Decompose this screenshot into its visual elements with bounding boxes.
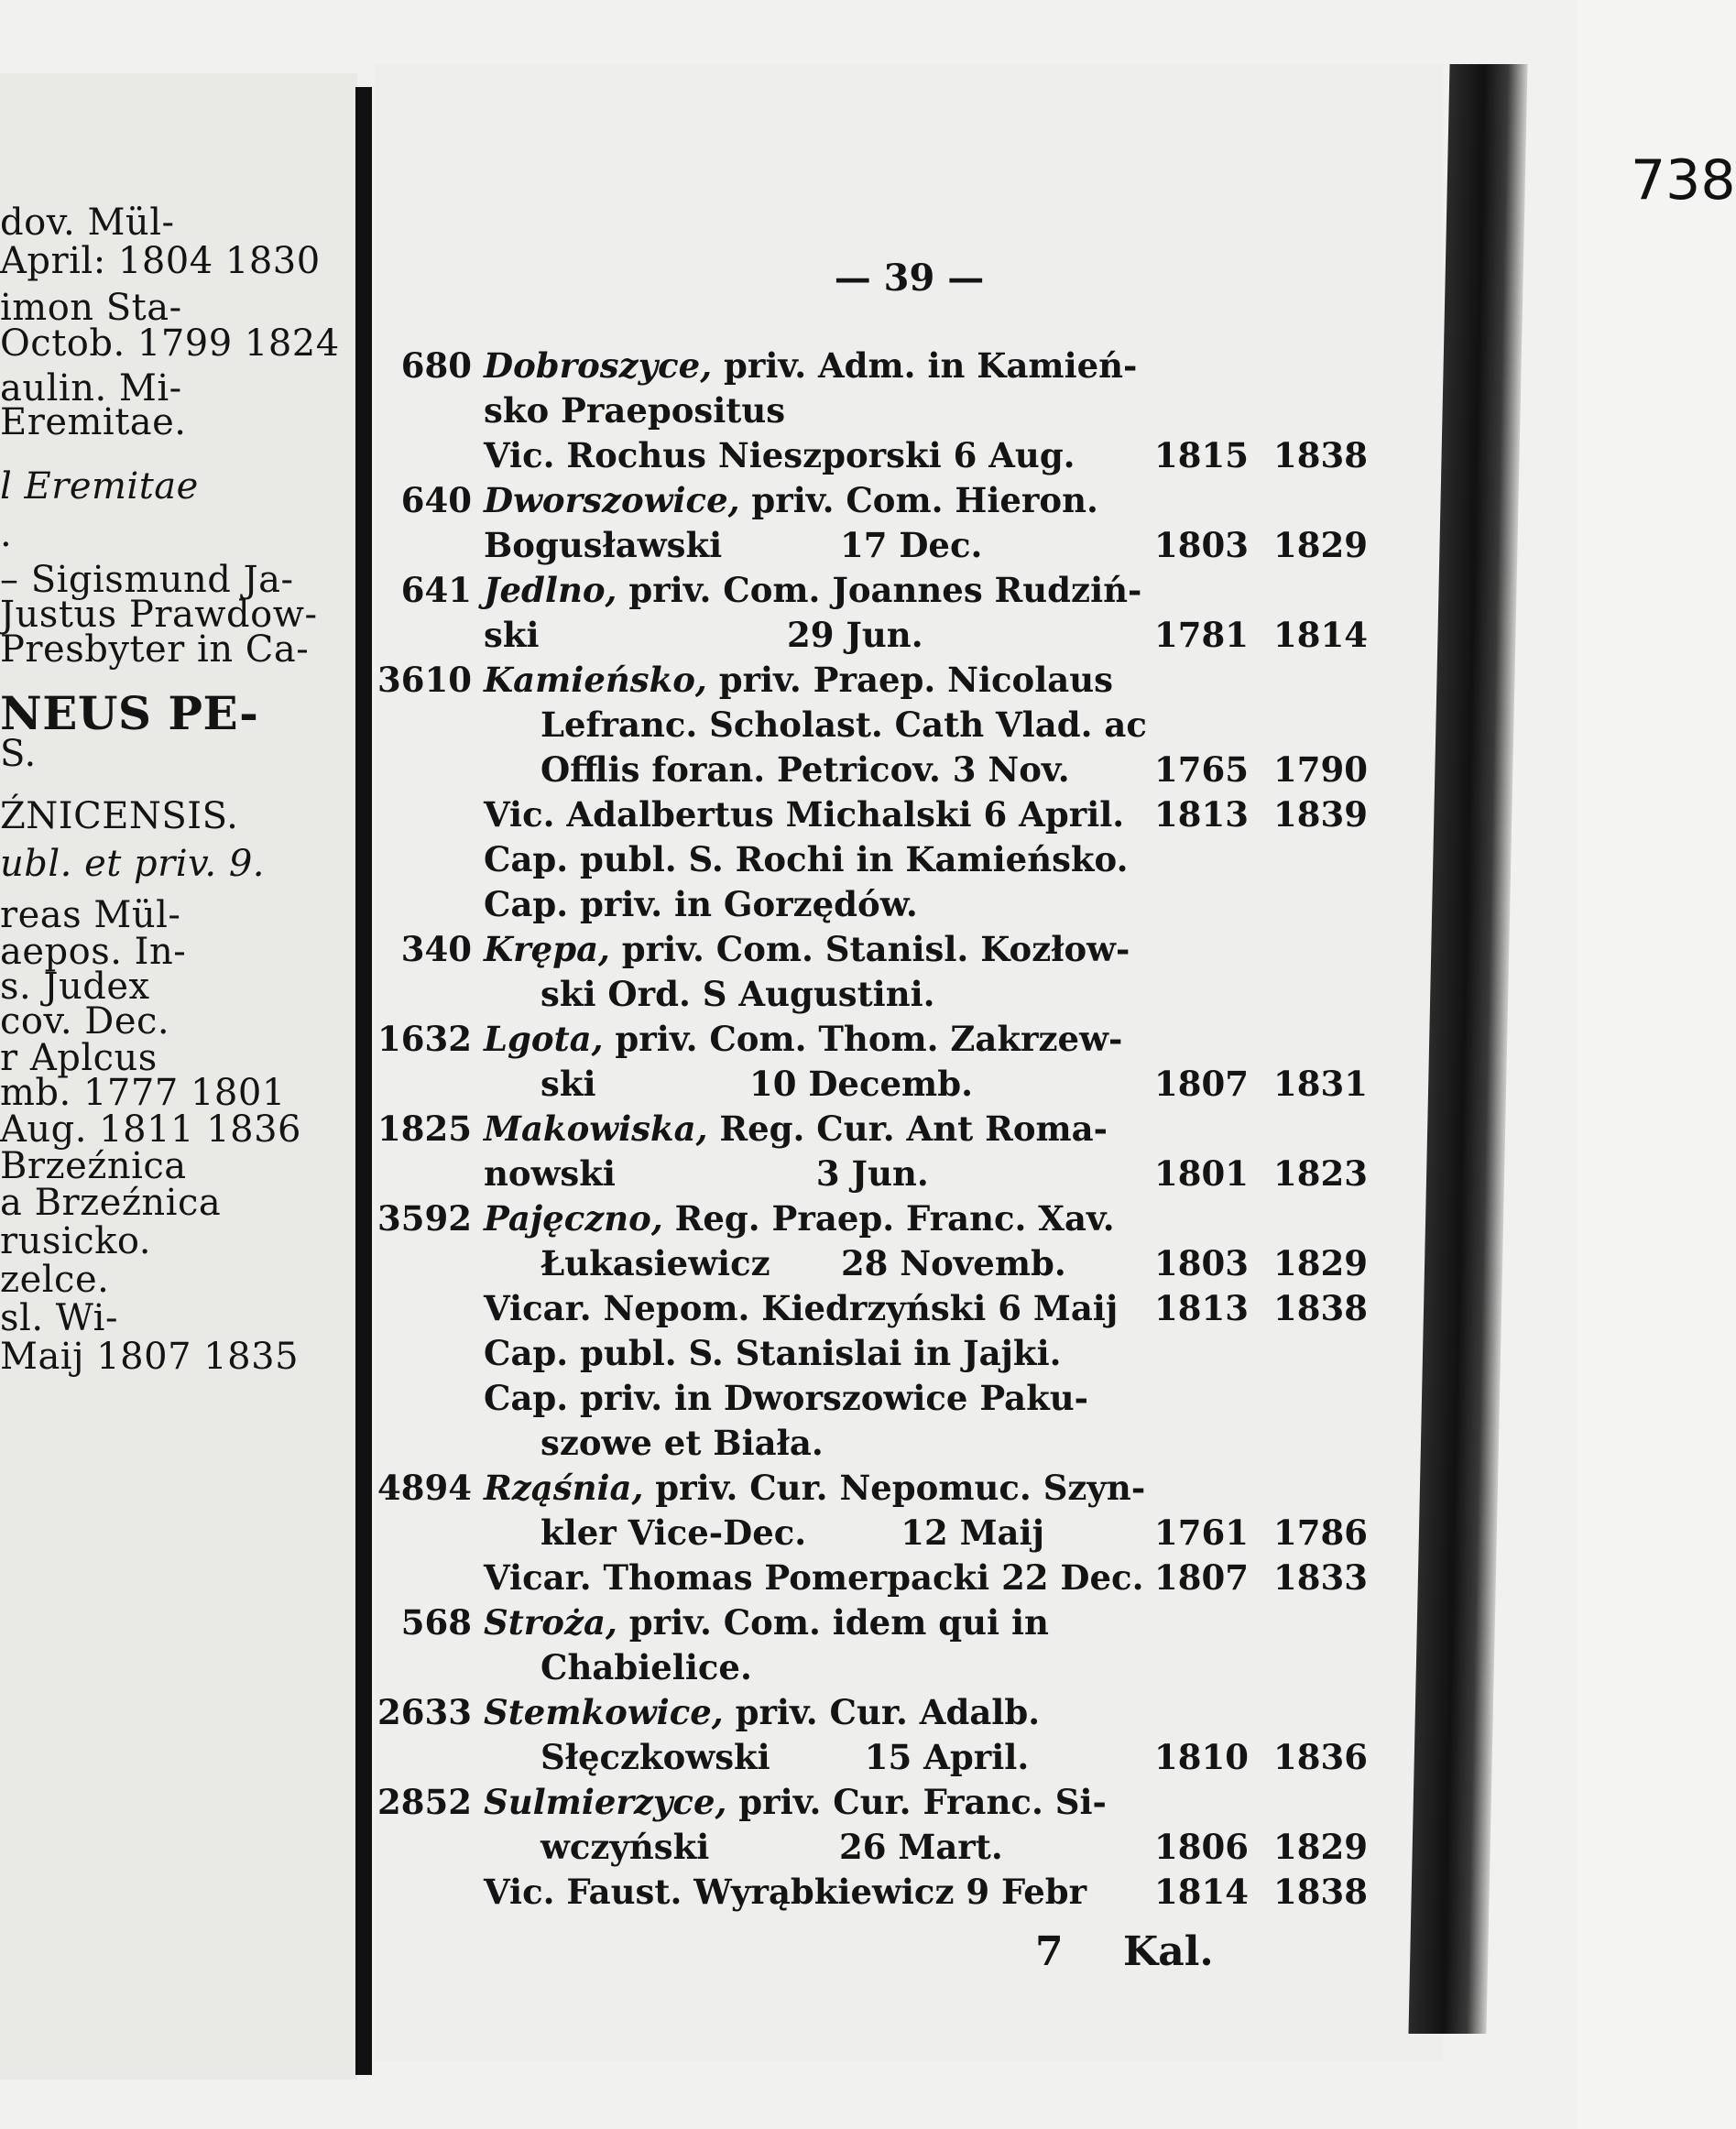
appointment-year: 1838	[1273, 1872, 1368, 1912]
left-page-line: zelce.	[0, 1259, 110, 1301]
entry-text	[484, 433, 1075, 478]
entry-text	[540, 1241, 1066, 1286]
parish-name: Kamieńsko,	[484, 660, 707, 700]
entry-detail: Vic. Rochus Nieszporski 6 Aug.	[484, 435, 1075, 475]
entry-detail: ski Ord. S Augustini.	[540, 974, 935, 1014]
entry-line	[376, 1376, 1443, 1421]
left-page-line: NEUS PE-	[0, 686, 259, 740]
birth-year: 1807	[1154, 1557, 1249, 1598]
entry-text	[484, 658, 1113, 703]
entry-line	[376, 1196, 1443, 1241]
entry-line	[376, 1107, 1443, 1152]
left-page-line: .	[0, 513, 13, 555]
entry-line	[376, 1511, 1443, 1556]
parish-name: Sulmierzyce,	[484, 1782, 727, 1822]
parish-name: Dobroszyce,	[484, 345, 713, 386]
left-page-line: rusicko.	[0, 1220, 151, 1262]
entry-text	[484, 837, 1128, 882]
entry-number: 3592	[377, 1198, 472, 1239]
appointment-year: 1833	[1273, 1557, 1368, 1598]
appointment-year: 1829	[1273, 1827, 1368, 1867]
birth-year: 1801	[1154, 1153, 1249, 1194]
entry-number: 4894	[377, 1468, 472, 1508]
entry-detail: Chabielice.	[540, 1647, 752, 1687]
birth-year: 1803	[1154, 1243, 1249, 1283]
entry-text	[484, 478, 1098, 523]
appointment-year: 1829	[1273, 1243, 1368, 1283]
left-page-line: Brzeźnica	[0, 1145, 187, 1187]
entry-text	[484, 792, 1124, 837]
birth-year: 1815	[1154, 435, 1249, 475]
entry-detail: sko Praepositus	[484, 390, 786, 431]
entry-line	[376, 927, 1443, 972]
entry-text	[484, 1690, 1040, 1735]
entry-number: 568	[400, 1602, 472, 1643]
appointment-year: 1836	[1273, 1737, 1368, 1777]
left-page-line: S.	[0, 733, 37, 775]
entry-detail: Cap. priv. in Dworszowice Paku-	[484, 1378, 1089, 1418]
entry-detail: Łukasiewicz 28 Novemb.	[540, 1243, 1066, 1283]
parish-name: Stemkowice,	[484, 1692, 724, 1732]
entry-text	[540, 1735, 1029, 1780]
entry-text	[540, 1421, 824, 1466]
entry-detail: priv. Cur. Franc. Si-	[726, 1782, 1107, 1822]
entry-detail: nowski 3 Jun.	[484, 1153, 929, 1194]
entry-line	[376, 1241, 1443, 1286]
entry-text	[540, 1511, 1044, 1556]
page-number: — 39 —	[834, 257, 985, 300]
entry-detail: priv. Com. Joannes Rudziń-	[617, 570, 1142, 610]
entry-number: 3610	[377, 660, 472, 700]
entry-number: 2852	[377, 1782, 472, 1822]
entry-line	[376, 1690, 1443, 1735]
entry-number: 2633	[377, 1692, 472, 1732]
entry-number: 640	[400, 480, 472, 520]
left-page-line: l Eremitae	[0, 465, 199, 508]
left-page-line: dov. Mül-	[0, 202, 175, 244]
entry-line	[376, 1466, 1443, 1511]
entry-text	[484, 1870, 1086, 1915]
left-page-line: April: 1804 1830	[0, 240, 321, 282]
entry-detail: Reg. Cur. Ant Roma-	[707, 1108, 1108, 1149]
parish-name: Rząśnia,	[484, 1468, 644, 1508]
entry-line	[376, 1556, 1443, 1600]
entry-text	[484, 1196, 1115, 1241]
appointment-year: 1786	[1273, 1512, 1368, 1553]
entry-number: 1825	[377, 1108, 472, 1149]
left-page-line: Octob. 1799 1824	[0, 322, 340, 365]
entry-line	[376, 1735, 1443, 1780]
left-page-line: Presbyter in Ca-	[0, 628, 310, 671]
parish-name: Krępa,	[484, 929, 610, 969]
entry-detail: Cap. priv. in Gorzędów.	[484, 884, 918, 924]
parish-entries	[376, 344, 1443, 1915]
entry-text	[484, 927, 1130, 972]
left-page-line: r Aplcus	[0, 1037, 158, 1079]
entry-text	[484, 1466, 1145, 1511]
entry-text	[540, 1645, 752, 1690]
entry-line	[376, 1017, 1443, 1062]
entry-line	[376, 837, 1443, 882]
entry-line	[376, 703, 1443, 748]
birth-year: 1803	[1154, 525, 1249, 565]
entry-line	[376, 1870, 1443, 1915]
appointment-year: 1823	[1273, 1153, 1368, 1194]
parish-name: Jedlno,	[484, 570, 617, 610]
birth-year: 1807	[1154, 1064, 1249, 1104]
entry-detail: Vic. Adalbertus Michalski 6 April.	[484, 794, 1125, 835]
appointment-year: 1839	[1273, 794, 1368, 835]
entry-text	[484, 568, 1141, 613]
entry-number: 1632	[377, 1019, 472, 1059]
entry-number: 641	[400, 570, 472, 610]
entry-text	[484, 1600, 1049, 1645]
appointment-year: 1838	[1273, 1288, 1368, 1328]
entry-text	[484, 1556, 1143, 1600]
entry-line	[376, 433, 1443, 478]
entry-detail: Lefranc. Scholast. Cath Vlad. ac	[540, 704, 1147, 745]
parish-name: Dworszowice,	[484, 480, 740, 520]
entry-text	[540, 1062, 973, 1107]
entry-line	[376, 1825, 1443, 1870]
entry-text	[540, 972, 935, 1017]
entry-line	[376, 972, 1443, 1017]
left-page-line: a Brzeźnica	[0, 1182, 222, 1224]
entry-detail: priv. Com. Stanisl. Kozłow-	[609, 929, 1130, 969]
entry-text	[484, 882, 918, 927]
entry-line	[376, 613, 1443, 658]
entry-detail: Cap. publ. S. Rochi in Kamieńsko.	[484, 839, 1129, 879]
entry-line	[376, 748, 1443, 792]
entry-line	[376, 1645, 1443, 1690]
birth-year: 1781	[1154, 615, 1249, 655]
catchword: Kal.	[1122, 1928, 1214, 1975]
entry-line	[376, 658, 1443, 703]
page-gutter	[355, 87, 372, 2075]
entry-line	[376, 792, 1443, 837]
entry-detail: kler Vice-Dec. 12 Maij	[540, 1512, 1044, 1553]
entry-detail: Vicar. Nepom. Kiedrzyński 6 Maij	[484, 1288, 1119, 1328]
birth-year: 1806	[1154, 1827, 1249, 1867]
entry-text	[484, 1376, 1088, 1421]
entry-detail: Reg. Praep. Franc. Xav.	[662, 1198, 1115, 1239]
appointment-year: 1838	[1273, 435, 1368, 475]
left-page-line: s. Judex	[0, 966, 150, 1008]
appointment-year: 1829	[1273, 525, 1368, 565]
parish-name: Lgota,	[484, 1019, 604, 1059]
entry-text	[484, 388, 785, 433]
left-page-line: mb. 1777 1801	[0, 1072, 286, 1114]
entry-detail: wczyński 26 Mart.	[540, 1827, 1003, 1867]
left-page-line: Aug. 1811 1836	[0, 1108, 301, 1151]
appointment-year: 1814	[1273, 615, 1368, 655]
entry-text	[540, 703, 1147, 748]
entry-detail: Cap. publ. S. Stanislai in Jajki.	[484, 1333, 1062, 1373]
entry-detail: Vicar. Thomas Pomerpacki 22 Dec.	[484, 1557, 1144, 1598]
entry-detail: priv. Praep. Nicolaus	[706, 660, 1113, 700]
left-page-line: sl. Wi-	[0, 1297, 118, 1339]
birth-year: 1814	[1154, 1872, 1249, 1912]
entry-detail: priv. Com. Thom. Zakrzew-	[603, 1019, 1123, 1059]
handwritten-folio-number: 738	[1631, 148, 1736, 213]
parish-name: Makowiska,	[484, 1108, 708, 1149]
left-page-fragment	[0, 73, 357, 2080]
entry-text	[540, 748, 1070, 792]
left-page-line: – Sigismund Ja-	[0, 559, 294, 601]
entry-detail: Offlis foran. Petricov. 3 Nov.	[540, 749, 1070, 790]
entry-line	[376, 1286, 1443, 1331]
left-page-line: Maij 1807 1835	[0, 1336, 300, 1378]
entry-line	[376, 568, 1443, 613]
entry-text	[484, 613, 923, 658]
entry-line	[376, 523, 1443, 568]
entry-detail: priv. Com. idem qui in	[617, 1602, 1049, 1643]
entry-text	[484, 344, 1137, 388]
left-page-line: ubl. et priv. 9.	[0, 843, 266, 885]
entry-line	[376, 1062, 1443, 1107]
parish-name: Stroża,	[484, 1602, 617, 1643]
entry-number: 340	[400, 929, 472, 969]
entry-line	[376, 1600, 1443, 1645]
entry-line	[376, 1331, 1443, 1376]
appointment-year: 1790	[1273, 749, 1368, 790]
entry-detail: priv. Cur. Adalb.	[723, 1692, 1041, 1732]
entry-text	[484, 1107, 1108, 1152]
entry-text	[540, 1825, 1003, 1870]
page-footer	[1035, 1928, 1260, 1975]
birth-year: 1810	[1154, 1737, 1249, 1777]
entry-detail: priv. Adm. in Kamień-	[712, 345, 1138, 386]
left-page-line: Eremitae.	[0, 401, 187, 443]
entry-text	[484, 523, 982, 568]
entry-text	[484, 1017, 1122, 1062]
entry-line	[376, 882, 1443, 927]
entry-line	[376, 388, 1443, 433]
birth-year: 1761	[1154, 1512, 1249, 1553]
entry-line	[376, 1152, 1443, 1196]
entry-detail: ski 10 Decemb.	[540, 1064, 973, 1104]
signature-mark: 7	[1035, 1928, 1064, 1975]
left-page-line: cov. Dec.	[0, 1000, 170, 1043]
entry-text	[484, 1286, 1118, 1331]
entry-detail: ski 29 Jun.	[484, 615, 923, 655]
entry-line	[376, 478, 1443, 523]
entry-line	[376, 344, 1443, 388]
right-page	[376, 64, 1736, 2061]
parish-name: Pajęczno,	[484, 1198, 663, 1239]
birth-year: 1813	[1154, 1288, 1249, 1328]
left-page-line: aulin. Mi-	[0, 367, 182, 409]
entry-line	[376, 1421, 1443, 1466]
left-page-line: imon Sta-	[0, 287, 182, 329]
left-page-line: aepos. In-	[0, 931, 187, 973]
entry-detail: priv. Com. Hieron.	[739, 480, 1098, 520]
entry-number: 680	[400, 345, 472, 386]
left-page-line: ŹNICENSIS.	[0, 795, 239, 837]
entry-detail: Bogusławski 17 Dec.	[484, 525, 983, 565]
birth-year: 1765	[1154, 749, 1249, 790]
birth-year: 1813	[1154, 794, 1249, 835]
entry-detail: priv. Cur. Nepomuc. Szyn-	[643, 1468, 1146, 1508]
entry-text	[484, 1152, 929, 1196]
entry-text	[484, 1331, 1062, 1376]
entry-detail: Vic. Faust. Wyrąbkiewicz 9 Febr	[484, 1872, 1087, 1912]
appointment-year: 1831	[1273, 1064, 1368, 1104]
entry-detail: szowe et Biała.	[540, 1423, 824, 1463]
left-page-line: Justus Prawdow-	[0, 594, 318, 636]
entry-line	[376, 1780, 1443, 1825]
left-page-line: reas Mül-	[0, 894, 181, 936]
entry-text	[484, 1780, 1107, 1825]
entry-detail: Słęczkowski 15 April.	[540, 1737, 1030, 1777]
